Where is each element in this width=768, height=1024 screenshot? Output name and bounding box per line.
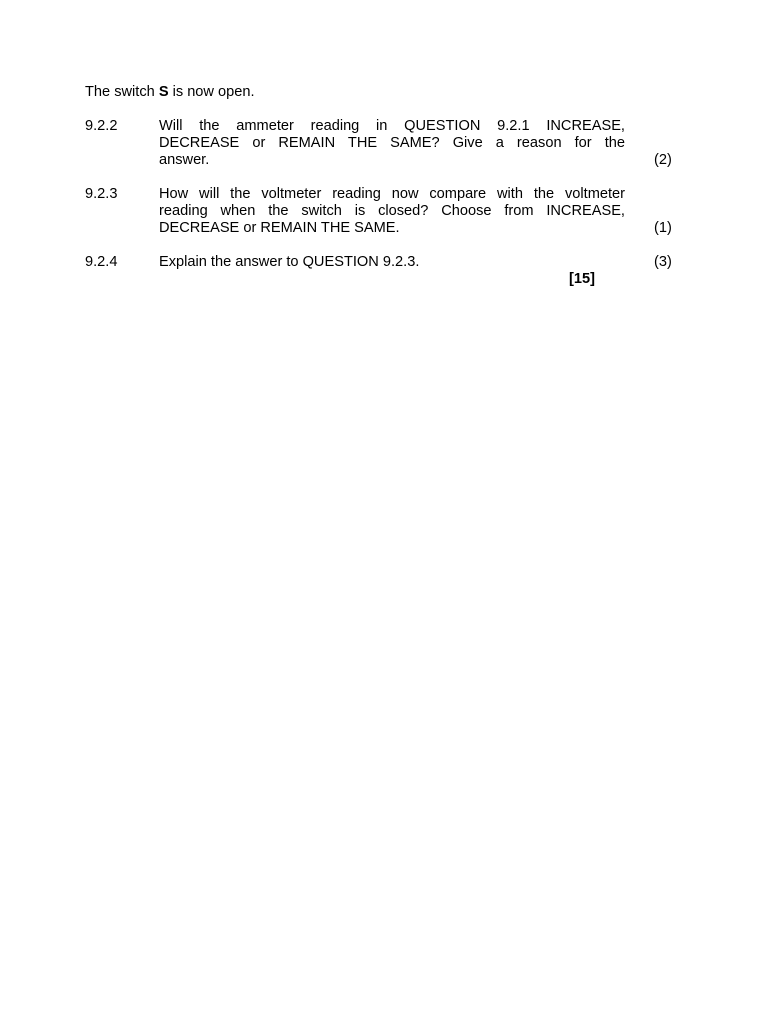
question-number: 9.2.4 — [85, 254, 118, 270]
intro-text-before: The switch — [85, 84, 159, 100]
intro-sentence — [85, 84, 255, 101]
intro-text-after: is now open. — [168, 84, 255, 100]
question-number: 9.2.3 — [85, 186, 118, 202]
switch-label: S — [158, 84, 169, 100]
question-marks: (2) — [654, 152, 672, 168]
question-marks: (1) — [654, 220, 672, 236]
question-text-line: Will the ammeter reading in QUESTION 9.2.1 INCREASE, — [159, 118, 625, 134]
question-number: 9.2.2 — [85, 118, 118, 134]
question-marks: (3) — [654, 254, 672, 270]
question-text — [159, 118, 625, 169]
question-text-line: DECREASE or REMAIN THE SAME? Give a reason for the — [159, 135, 625, 151]
question-text-line: reading when the switch is closed? Choose from INCREASE, — [159, 203, 625, 219]
question-text — [159, 254, 625, 271]
question-text — [159, 186, 625, 237]
question-text-line: DECREASE or REMAIN THE SAME. — [159, 220, 400, 236]
question-text-line: Explain the answer to QUESTION 9.2.3. — [159, 254, 420, 270]
total-marks: [15] — [569, 271, 595, 287]
question-text-line: answer. — [159, 152, 210, 168]
question-text-line: How will the voltmeter reading now compare with the voltmeter — [159, 186, 625, 202]
